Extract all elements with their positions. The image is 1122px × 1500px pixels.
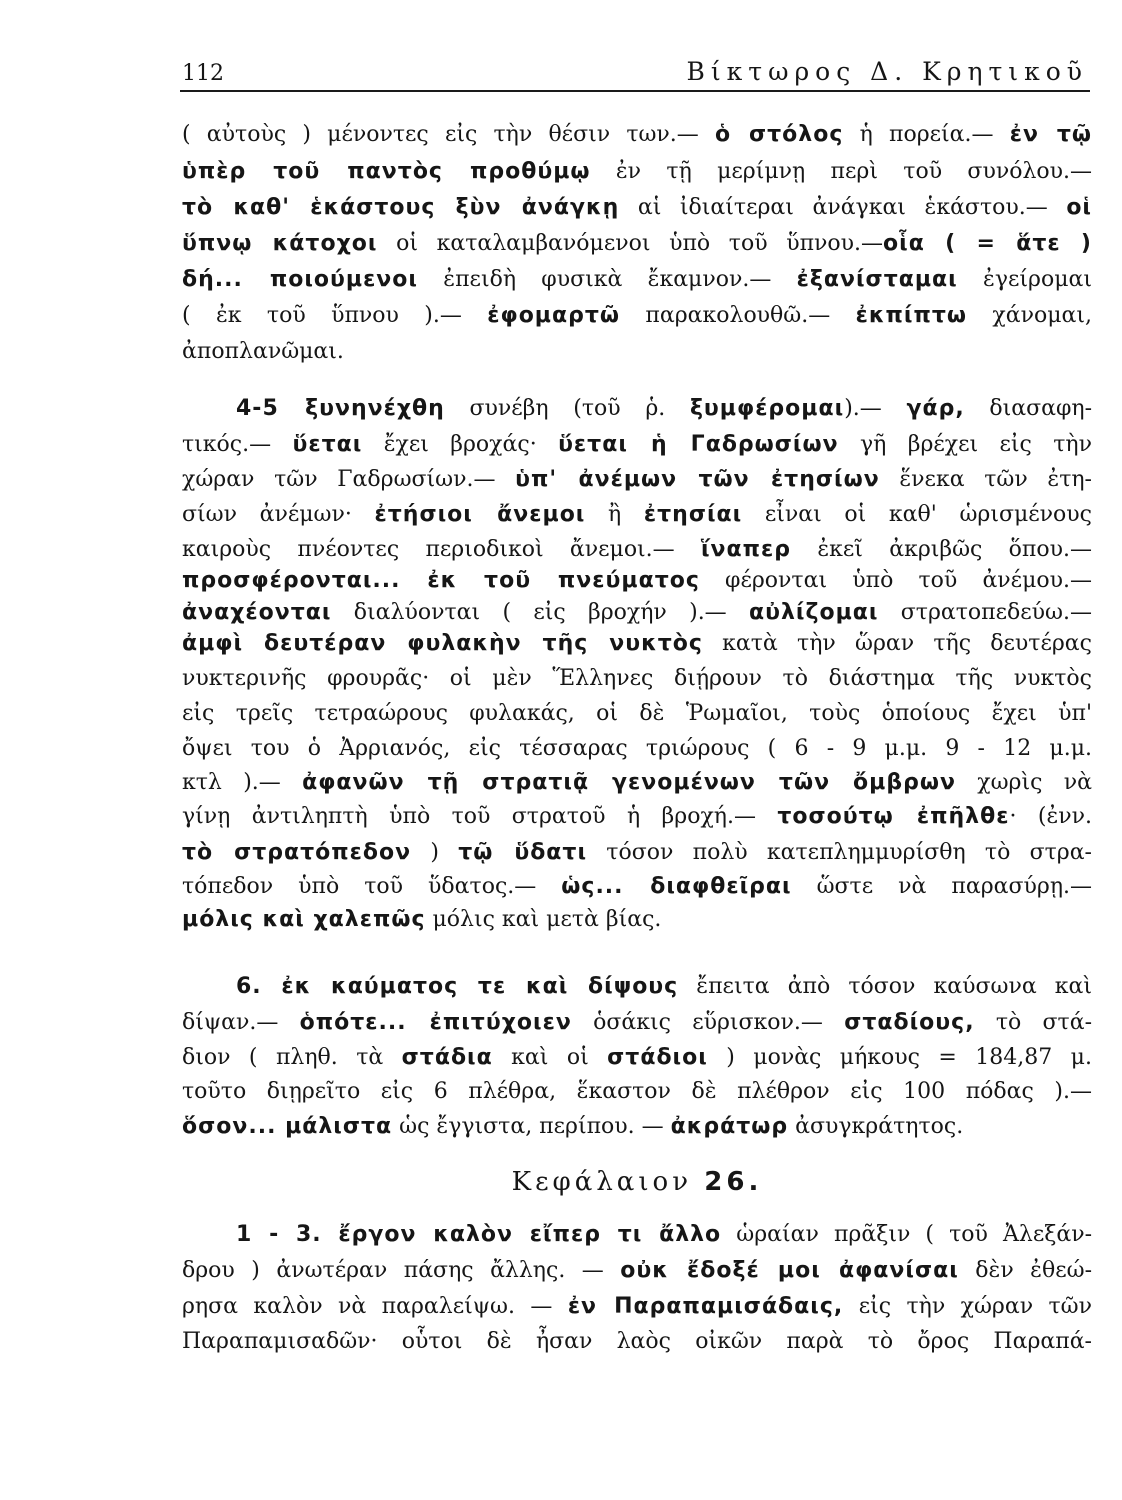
lemma: τῷ ὕδατι bbox=[458, 840, 588, 865]
gloss-text: ἐκεῖ ἀκριβῶς ὅπου.— bbox=[791, 537, 1092, 562]
gloss-text: ) μονὰς μήκους = 184,87 μ. bbox=[707, 1045, 1092, 1070]
text-line bbox=[182, 596, 1092, 630]
chapter-number: 26. bbox=[704, 1167, 763, 1197]
lemma: ἐν Παραπαμισάδαις, bbox=[567, 1294, 844, 1319]
text-line bbox=[182, 903, 1092, 937]
gloss-text: εἰς τὴν χώραν τῶν bbox=[843, 1294, 1092, 1319]
text-line bbox=[182, 1218, 1092, 1252]
text-line bbox=[182, 800, 1092, 834]
text-line bbox=[182, 697, 1092, 731]
gloss-text: ὄψει του ὁ Ἀρριανός, εἰς τέσσαρας τριώρους ( 6 - 9 μ.μ. 9 - 12 μ.μ. bbox=[182, 736, 1092, 761]
gloss-text: δὲν ἐθεώ- bbox=[958, 1258, 1093, 1283]
lemma: ἐφομαρτῶ bbox=[487, 303, 621, 328]
text-line bbox=[182, 766, 1092, 800]
gloss-text: στρατοπεδεύω.— bbox=[878, 600, 1092, 625]
gloss-text: διαλύονται ( εἰς βροχήν ).— bbox=[331, 600, 750, 625]
lemma: οἷα ( = ἅτε ) bbox=[883, 231, 1092, 256]
gloss-text: χωρὶς νὰ bbox=[955, 770, 1092, 795]
lemma: ἀμφὶ δευτέραν φυλακὴν τῆς νυκτὸς bbox=[182, 631, 703, 656]
text-line bbox=[182, 1110, 1092, 1144]
lemma: ἐν τῷ bbox=[1009, 122, 1093, 147]
lemma: ὡς... διαφθεῖραι bbox=[561, 874, 792, 899]
lemma: στάδια bbox=[401, 1045, 493, 1070]
gloss-text: ὡραίαν πρᾶξιν ( τοῦ Ἀλεξάν- bbox=[721, 1222, 1092, 1247]
gloss-text: ἡ πορεία.— bbox=[843, 122, 1010, 147]
gloss-text: εἰς τρεῖς τετραώρους φυλακάς, οἱ δὲ Ῥωμαῖοι, τοὺς ὁποίους ἔχει ὑπ' bbox=[182, 701, 1092, 726]
gloss-text: κτλ ).— bbox=[182, 770, 303, 795]
lemma: ἵναπερ bbox=[700, 537, 792, 562]
lemma: ἀκράτωρ bbox=[670, 1114, 789, 1139]
text-line bbox=[182, 1006, 1092, 1040]
gloss-text: ἐν τῇ μερίμνῃ περὶ τοῦ συνόλου.— bbox=[590, 159, 1092, 184]
gloss-text: σίων ἀνέμων· bbox=[182, 502, 375, 527]
lemma: 6. ἐκ καύματος τε καὶ δίψους bbox=[236, 974, 679, 999]
gloss-text: ἕνεκα τῶν ἐτη- bbox=[879, 467, 1092, 492]
lemma: σταδίους, bbox=[844, 1010, 975, 1035]
gloss-text: τοῦτο διῃρεῖτο εἰς 6 πλέθρα, ἕκαστον δὲ πλέθρον εἰς 100 πόδας ).— bbox=[182, 1079, 1092, 1104]
gloss-text: ).— bbox=[844, 396, 907, 421]
gloss-text: καὶ οἱ bbox=[492, 1045, 608, 1070]
lemma: οἱ bbox=[1066, 195, 1092, 220]
page-number: 112 bbox=[182, 61, 224, 86]
chapter-title: Κεφάλαιον bbox=[511, 1167, 693, 1197]
text-line bbox=[182, 498, 1092, 532]
lemma: ἐτήσιοι ἄνεμοι bbox=[374, 502, 586, 527]
text-line bbox=[182, 1041, 1092, 1075]
gloss-text: διον ( πληθ. τὰ bbox=[182, 1045, 402, 1070]
lemma: 1 - 3. ἔργον καλὸν εἴπερ τι ἄλλο bbox=[236, 1222, 722, 1247]
lemma: ὅσον... μάλιστα bbox=[182, 1114, 393, 1139]
gloss-text: νυκτερινῆς φρουρᾶς· οἱ μὲν Ἕλληνες διῄρουν τὸ διάστημα τῆς νυκτὸς bbox=[182, 666, 1092, 691]
gloss-text: ἔχει βροχάς· bbox=[362, 432, 559, 457]
lemma: ἐτησίαι bbox=[643, 502, 743, 527]
lemma: τὸ καθ' ἑκάστους ξὺν ἀνάγκῃ bbox=[182, 195, 620, 220]
page-header bbox=[180, 50, 1090, 92]
lemma: στάδιοι bbox=[607, 1045, 708, 1070]
text-line bbox=[182, 392, 1092, 426]
gloss-text: ὁσάκις εὕρισκον.— bbox=[571, 1010, 845, 1035]
gloss-text: ) bbox=[411, 840, 459, 865]
lemma: οὐκ ἔδοξέ μοι ἀφανίσαι bbox=[620, 1258, 959, 1283]
gloss-text: · (ἐνν. bbox=[1009, 804, 1092, 829]
text-line bbox=[182, 533, 1092, 567]
lemma: ὑπ' ἀνέμων τῶν ἐτησίων bbox=[515, 467, 880, 492]
lemma: ὁ στόλος bbox=[715, 122, 844, 147]
gloss-text: ὥστε νὰ παρασύρῃ.— bbox=[791, 874, 1092, 899]
gloss-text: αἱ ἰδιαίτεραι ἀνάγκαι ἑκάστου.— bbox=[619, 195, 1067, 220]
gloss-text: μόλις καὶ μετὰ βίας. bbox=[425, 907, 662, 932]
text-line bbox=[182, 1325, 1092, 1359]
text-line bbox=[182, 227, 1092, 261]
text-line bbox=[182, 191, 1092, 225]
gloss-text: χάνομαι, bbox=[967, 303, 1093, 328]
text-line bbox=[182, 1290, 1092, 1324]
chapter-heading bbox=[182, 1165, 1092, 1199]
lemma: ξυμφέρομαι bbox=[689, 396, 845, 421]
lemma: γάρ, bbox=[906, 396, 965, 421]
text-line bbox=[182, 564, 1092, 598]
gloss-text: εἶναι οἱ καθ' ὡρισμένους bbox=[742, 502, 1092, 527]
gloss-text: ἢ bbox=[585, 502, 644, 527]
gloss-text: ( αὐτοὺς ) μένοντες εἰς τὴν θέσιν των.— bbox=[182, 122, 716, 147]
gloss-text: δρου ) ἀνωτέραν πάσης ἄλλης. — bbox=[182, 1258, 621, 1283]
text-line bbox=[182, 836, 1092, 870]
lemma: ὕπνῳ κάτοχοι bbox=[182, 231, 378, 256]
lemma: προσφέρονται... ἐκ τοῦ πνεύματος bbox=[182, 568, 700, 593]
gloss-text: τόσον πολὺ κατεπλημμυρίσθη τὸ στρα- bbox=[587, 840, 1092, 865]
lemma: αὐλίζομαι bbox=[749, 600, 879, 625]
gloss-text: γῆ βρέχει εἰς τὴν bbox=[838, 432, 1092, 457]
gloss-text: ἔπειτα ἀπὸ τόσον καύσωνα καὶ bbox=[678, 974, 1092, 999]
text-line bbox=[182, 428, 1092, 462]
text-line bbox=[182, 732, 1092, 766]
text-line bbox=[182, 155, 1092, 189]
lemma: ὕεται ἡ Γαδρωσίων bbox=[558, 432, 839, 457]
gloss-text: Παραπαμισαδῶν· οὗτοι δὲ ἦσαν λαὸς οἰκῶν παρὰ τὸ ὄρος Παραπά- bbox=[182, 1329, 1092, 1354]
text-line bbox=[182, 970, 1092, 1004]
text-line bbox=[182, 335, 1092, 369]
lemma: μόλις καὶ χαλεπῶς bbox=[182, 907, 426, 932]
gloss-text: ἐπειδὴ φυσικὰ ἔκαμνον.— bbox=[417, 267, 797, 292]
text-line bbox=[182, 463, 1092, 497]
gloss-text: χώραν τῶν Γαδρωσίων.— bbox=[182, 467, 516, 492]
gloss-text: καιροὺς πνέοντες περιοδικοὶ ἄνεμοι.— bbox=[182, 537, 701, 562]
lemma: τὸ στρατόπεδον bbox=[182, 840, 412, 865]
gloss-text: τὸ στά- bbox=[974, 1010, 1093, 1035]
gloss-text: συνέβη (τοῦ ῥ. bbox=[444, 396, 690, 421]
lemma: ἐξανίσταμαι bbox=[796, 267, 958, 292]
gloss-text: κατὰ τὴν ὥραν τῆς δευτέρας bbox=[702, 631, 1092, 656]
text-line bbox=[182, 1254, 1092, 1288]
gloss-text: τικός.— bbox=[182, 432, 293, 457]
gloss-text: δίψαν.— bbox=[182, 1010, 300, 1035]
gloss-text: γίνῃ ἀντιληπτὴ ὑπὸ τοῦ στρατοῦ ἡ βροχή.— bbox=[182, 804, 778, 829]
lemma: ἀφανῶν τῇ στρατιᾷ γενομένων τῶν ὄμβρων bbox=[302, 770, 956, 795]
text-line bbox=[182, 263, 1092, 297]
lemma: ὑπὲρ τοῦ παντὸς προθύμῳ bbox=[182, 159, 591, 184]
gloss-text: οἱ καταλαμβανόμενοι ὑπὸ τοῦ ὕπνου.— bbox=[377, 231, 884, 256]
text-line bbox=[182, 662, 1092, 696]
text-line bbox=[182, 1075, 1092, 1109]
gloss-text: διασαφη- bbox=[964, 396, 1092, 421]
lemma: δή... ποιούμενοι bbox=[182, 267, 418, 292]
lemma: ἐκπίπτω bbox=[855, 303, 968, 328]
gloss-text: παρακολουθῶ.— bbox=[620, 303, 856, 328]
lemma: ὕεται bbox=[292, 432, 363, 457]
gloss-text: ἀσυγκράτητος. bbox=[788, 1114, 964, 1139]
text-line bbox=[182, 299, 1092, 333]
gloss-text: ἐγείρομαι bbox=[957, 267, 1092, 292]
gloss-text: ρησα καλὸν νὰ παραλείψω. — bbox=[182, 1294, 568, 1319]
running-title: Βίκτωρος Δ. Κρητικοῦ bbox=[686, 57, 1088, 86]
lemma: τοσούτῳ ἐπῆλθε bbox=[777, 804, 1010, 829]
gloss-text: ὡς ἔγγιστα, περίπου. — bbox=[392, 1114, 671, 1139]
lemma: ὁπότε... ἐπιτύχοιεν bbox=[299, 1010, 572, 1035]
gloss-text: ( ἐκ τοῦ ὕπνου ).— bbox=[182, 303, 488, 328]
gloss-text: ἀποπλανῶμαι. bbox=[182, 339, 344, 364]
text-line bbox=[182, 870, 1092, 904]
gloss-text: τόπεδον ὑπὸ τοῦ ὕδατος.— bbox=[182, 874, 562, 899]
lemma: ἀναχέονται bbox=[182, 600, 332, 625]
lemma: 4-5 ξυνηνέχθη bbox=[236, 396, 445, 421]
text-line bbox=[182, 627, 1092, 661]
gloss-text: φέρονται ὑπὸ τοῦ ἀνέμου.— bbox=[699, 568, 1092, 593]
text-line bbox=[182, 118, 1092, 152]
